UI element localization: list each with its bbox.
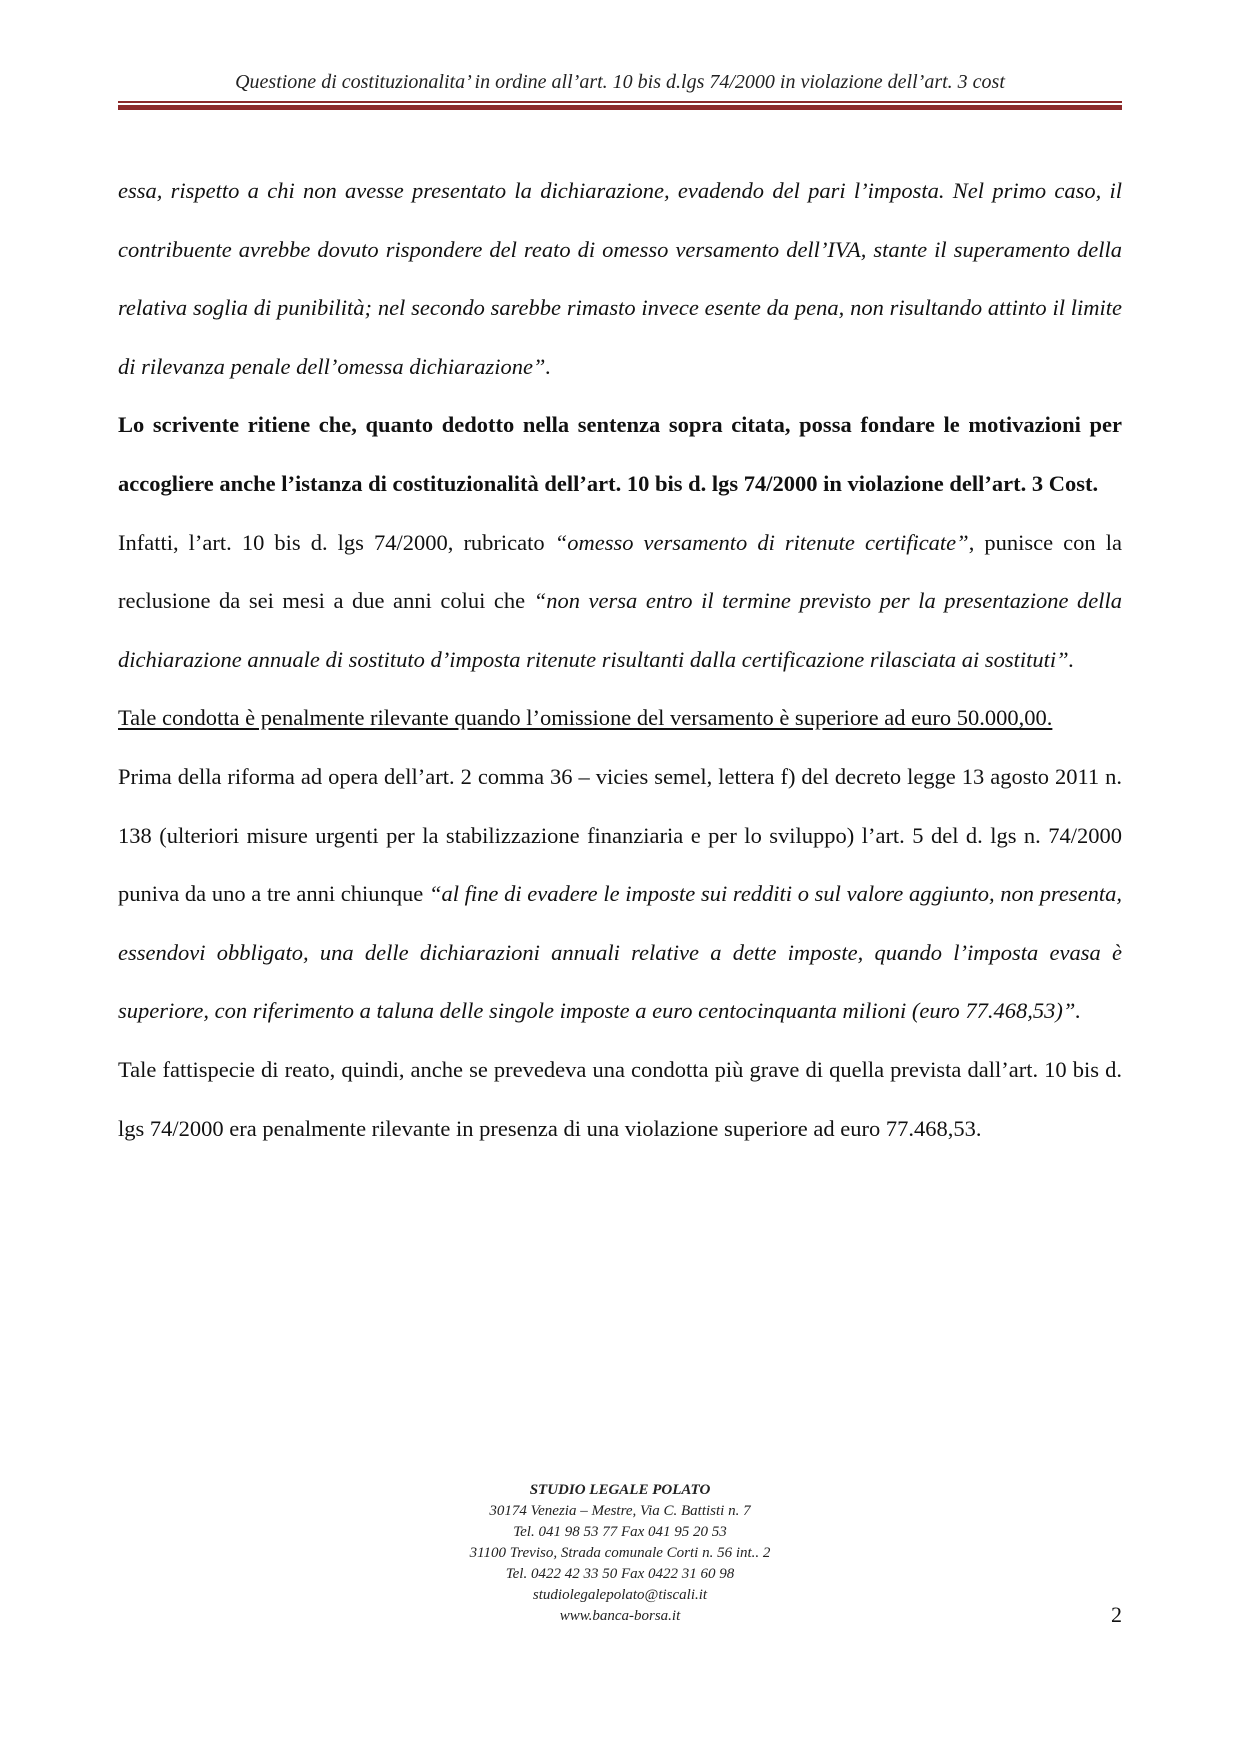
header-rule-thick bbox=[118, 105, 1122, 110]
document-body bbox=[118, 162, 1122, 1158]
header-rule-thin bbox=[118, 101, 1122, 103]
p3-text-a: Infatti, l’art. 10 bis d. lgs 74/2000, rubricato bbox=[118, 529, 555, 555]
p3-rubric-quote: “omesso versamento di ritenute certificate” bbox=[554, 529, 969, 555]
paragraph-threshold bbox=[118, 689, 1122, 748]
footer-letterhead bbox=[320, 1480, 920, 1627]
p5-text-a: Prima della riforma ad opera dell’art. 2 comma 36 – vicies semel, lettera f) del decreto legge 13 agosto 2011 n. 138 (ulteriori misure urgenti per la stabilizzazione finanziaria e per lo sviluppo) l’art. 5 del d. lgs n. 74/2000 puniva da uno a tre anni chiunque bbox=[118, 763, 1122, 907]
footer-address-venezia: 30174 Venezia – Mestre, Via C. Battisti n. 7 bbox=[489, 1503, 751, 1519]
footer-email: studiolegalepolato@tiscali.it bbox=[532, 1587, 708, 1603]
paragraph-bold-opinion: Lo scrivente ritiene che, quanto dedotto nella sentenza sopra citata, possa fondare le motivazioni per accogliere anche l’istanza di costituzionalità dell’art. 10 bis d. lgs 74/2000 in violazione dell’art. 3 Cost. bbox=[118, 412, 1122, 496]
paragraph-quote-continuation: essa, rispetto a chi non avesse presentato la dichiarazione, evadendo del pari l’imposta. Nel primo caso, il contribuente avrebbe dovuto rispondere del reato di omesso versamento dell’IVA, stante il superamento della relativa soglia di punibilità; nel secondo sarebbe rimasto invece esente da pena, non risultando attinto il limite di rilevanza penale dell’omessa dichiarazione”. bbox=[118, 178, 1122, 379]
page-number: 2 bbox=[1111, 1602, 1122, 1627]
footer-studio-name: STUDIO LEGALE POLATO bbox=[529, 1482, 711, 1498]
paragraph-reform bbox=[118, 748, 1122, 1041]
paragraph-art-10-bis bbox=[118, 514, 1122, 690]
p3-text-c: , punisce con la reclusione da sei mesi a due anni colui che bbox=[118, 529, 1122, 614]
p5-norm-quote: “al fine di evadere le imposte sui redditi o sul valore aggiunto, non presenta, essendovi obbligato, una delle dichiarazioni annuali relative a dette imposte, quando l’imposta evasa è superiore, con riferimento a taluna delle singole imposte a euro centocinquanta milioni (euro 77.468,53)”. bbox=[118, 881, 1122, 1024]
footer-phone-treviso: Tel. 0422 42 33 50 Fax 0422 31 60 98 bbox=[505, 1566, 735, 1582]
paragraph-conclusion: Tale fattispecie di reato, quindi, anche se prevedeva una condotta più grave di quella prevista dall’art. 10 bis d. lgs 74/2000 era penalmente rilevante in presenza di una violazione superiore ad euro 77.468,53. bbox=[118, 1056, 1122, 1141]
page-header-title: Questione di costituzionalita’ in ordine all’art. 10 bis d.lgs 74/2000 in violazione dell’art. 3 cost bbox=[235, 71, 1005, 93]
footer-phone-venezia: Tel. 041 98 53 77 Fax 041 95 20 53 bbox=[513, 1524, 727, 1540]
p3-norm-quote: “non versa entro il termine previsto per la presentazione della dichiarazione annuale di sostituto d’imposta ritenute risultanti dalla certificazione rilasciata ai sostituti”. bbox=[118, 588, 1122, 672]
footer-website: www.banca-borsa.it bbox=[559, 1608, 681, 1624]
header-rule bbox=[118, 101, 1122, 110]
underlined-threshold-text: Tale condotta è penalmente rilevante quando l’omissione del versamento è superiore ad euro 50.000,00. bbox=[118, 705, 1053, 731]
footer-address-treviso: 31100 Treviso, Strada comunale Corti n. 56 int.. 2 bbox=[469, 1545, 771, 1561]
